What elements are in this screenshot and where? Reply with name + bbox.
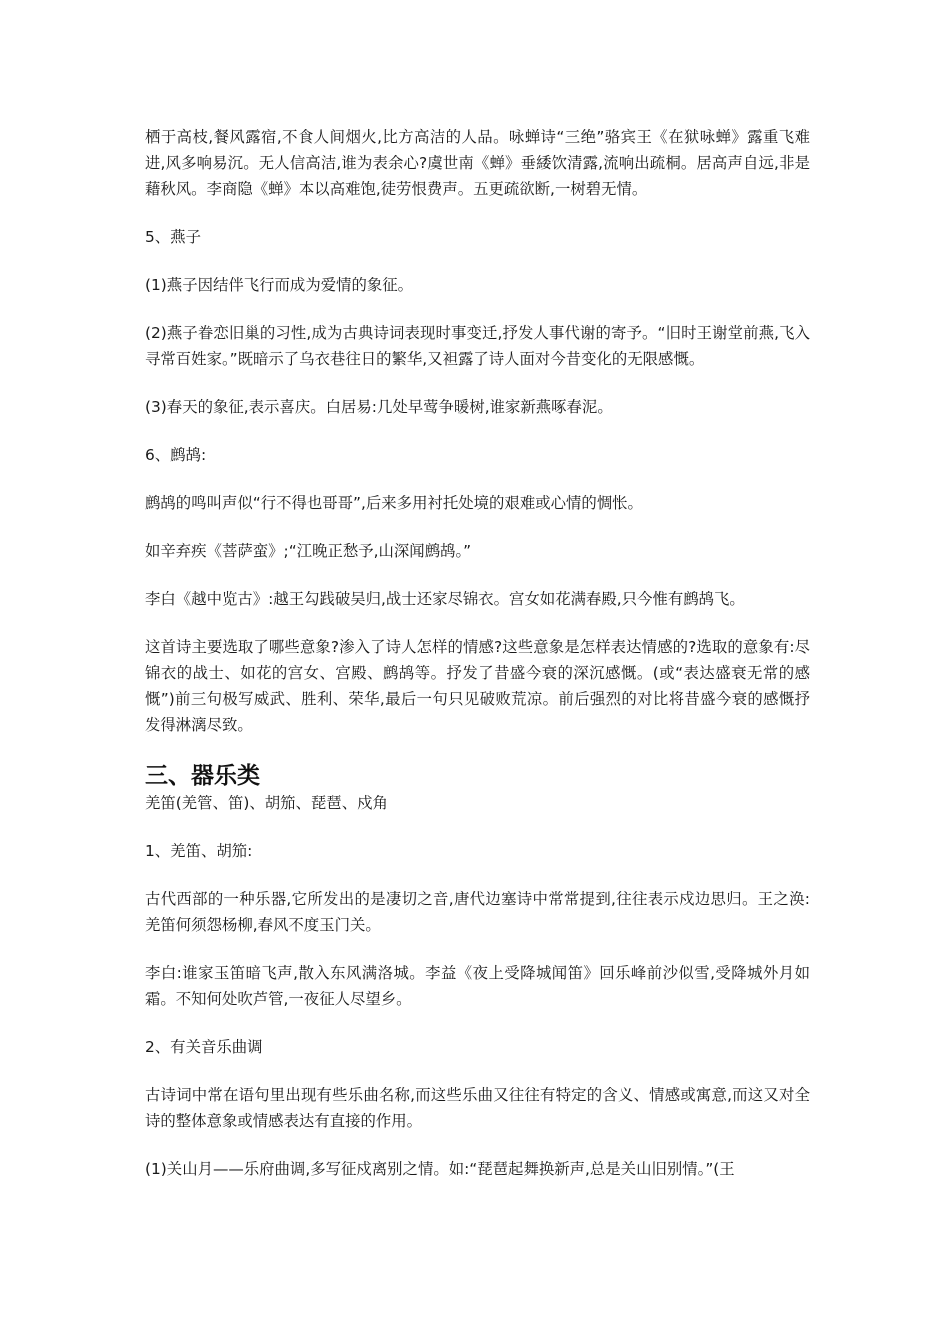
- section-title-music: 2、有关音乐曲调: [145, 1038, 263, 1056]
- paragraph-cicada: 栖于高枝,餐风露宿,不食人间烟火,比方高洁的人品。咏蝉诗“三绝”骆宾王《在狱咏蝉》露重飞难进,风多响易沉。无人信高洁,谁为表余心?虞世南《蝉》垂緌饮清露,流响出疏桐。居高声自远,非是藉秋风。李商隐《蝉》本以高难饱,徒劳恨费声。五更疏欲断,一树碧无情。: [145, 128, 810, 198]
- paragraph-swallow-2: (2)燕子眷恋旧巢的习性,成为古典诗词表现时事变迁,抒发人事代谢的寄予。“旧时王谢堂前燕,飞入寻常百姓家。”既暗示了乌衣巷往日的繁华,又袒露了诗人面对今昔变化的无限感慨。: [145, 324, 810, 368]
- paragraph-li-bai: 李白《越中览古》:越王勾践破吴归,战士还家尽锦衣。宫女如花满春殿,只今惟有鹧鸪飞。: [145, 590, 745, 608]
- section-title-swallow: 5、燕子: [145, 228, 201, 246]
- document-page: [145, 118, 810, 1182]
- paragraph-partridge: 鹧鸪的鸣叫声似“行不得也哥哥”,后来多用衬托处境的艰难或心情的惆怅。: [145, 494, 643, 512]
- paragraph-xin-qiji: 如辛弃疾《菩萨蛮》;“江晚正愁予,山深闻鹧鸪。”: [145, 542, 472, 560]
- section-title-qiangdi: 1、羌笛、胡笳:: [145, 842, 253, 860]
- section-heading-instruments: 三、器乐类: [145, 763, 260, 789]
- paragraph-guanshanyue: (1)关山月——乐府曲调,多写征戍离别之情。如:“琵琶起舞换新声,总是关山旧别情。”(王: [145, 1160, 735, 1178]
- paragraph-flute-poems: 李白:谁家玉笛暗飞声,散入东风满洛城。李益《夜上受降城闻笛》回乐峰前沙似雪,受降城外月如霜。不知何处吹芦管,一夜征人尽望乡。: [145, 964, 810, 1008]
- paragraph-qiangdi: 古代西部的一种乐器,它所发出的是凄切之音,唐代边塞诗中常常提到,往往表示戍边思归。王之涣: 羌笛何须怨杨柳,春风不度玉门关。: [145, 890, 810, 934]
- instrument-list: 羌笛(羌管、笛)、胡笳、琵琶、戍角: [145, 794, 388, 812]
- paragraph-music: 古诗词中常在语句里出现有些乐曲名称,而这些乐曲又往往有特定的含义、情感或寓意,而这又对全诗的整体意象或情感表达有直接的作用。: [145, 1086, 810, 1130]
- paragraph-analysis: 这首诗主要选取了哪些意象?渗入了诗人怎样的情感?这些意象是怎样表达情感的?选取的意象有:尽锦衣的战士、如花的宫女、宫殿、鹧鸪等。抒发了昔盛今衰的深沉感慨。(或“表达盛衰无常的感慨”)前三句极写威武、胜利、荣华,最后一句只见破败荒凉。前后强烈的对比将昔盛今衰的感慨抒发得淋漓尽致。: [145, 638, 810, 734]
- section-title-partridge: 6、鹧鸪:: [145, 446, 207, 464]
- paragraph-swallow-3: (3)春天的象征,表示喜庆。白居易:几处早莺争暖树,谁家新燕啄春泥。: [145, 398, 613, 416]
- paragraph-swallow-1: (1)燕子因结伴飞行而成为爱情的象征。: [145, 276, 414, 294]
